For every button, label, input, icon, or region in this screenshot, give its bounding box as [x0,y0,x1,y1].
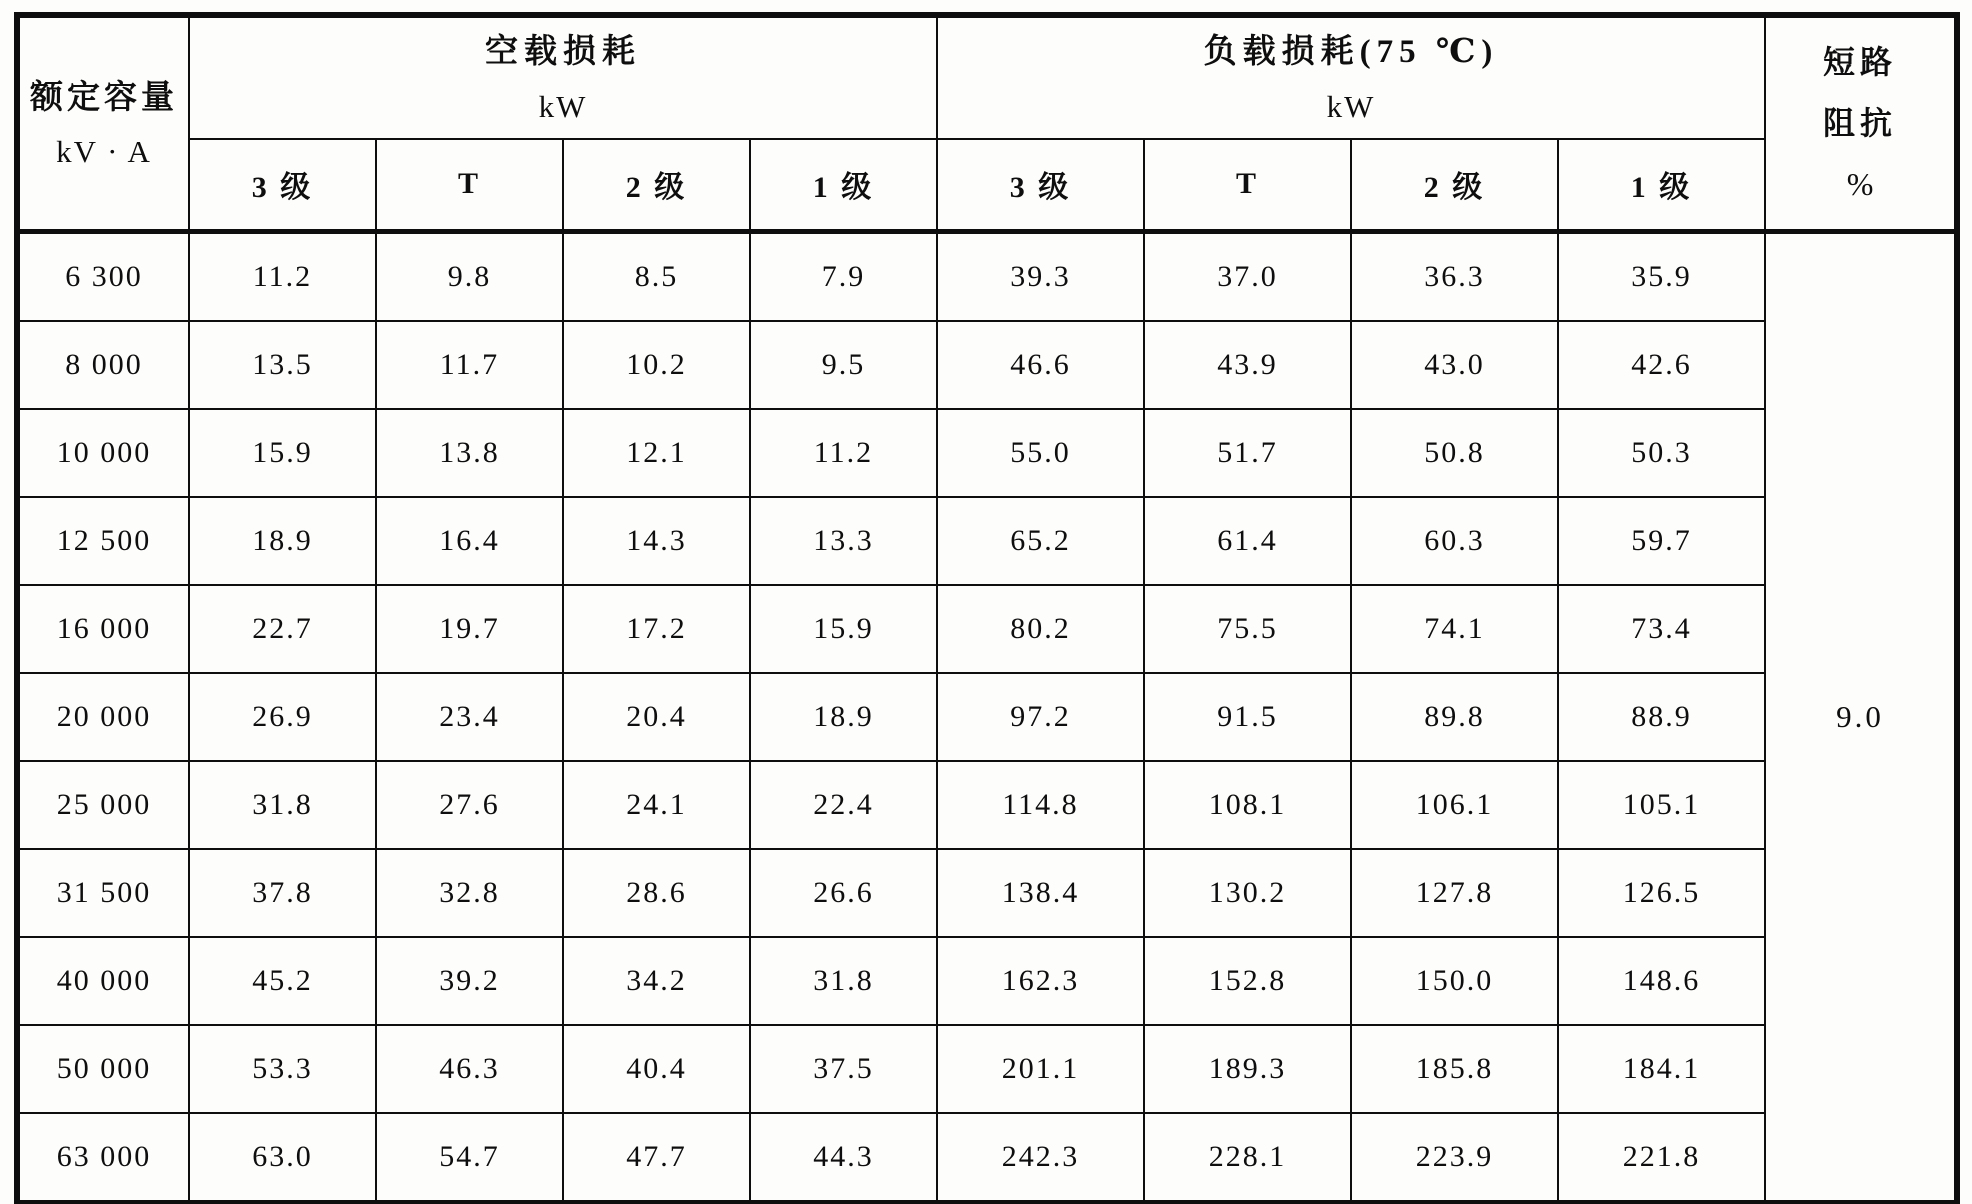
load-cell: 42.6 [1558,321,1765,409]
load-cell: 65.2 [937,497,1144,585]
no-load-cell: 9.8 [376,231,563,321]
capacity-cell: 25 000 [17,761,189,849]
table-row [17,585,1957,673]
no-load-cell: 22.7 [189,585,376,673]
load-cell: 43.9 [1144,321,1351,409]
load-cell: 37.0 [1144,231,1351,321]
no-load-cell: 17.2 [563,585,750,673]
table-row [17,937,1957,1025]
load-cell: 91.5 [1144,673,1351,761]
capacity-header-unit: kV · A [56,133,152,169]
no-load-cell: 31.8 [189,761,376,849]
load-cell: 184.1 [1558,1025,1765,1113]
load-cell: 105.1 [1558,761,1765,849]
load-cell: 46.6 [937,321,1144,409]
load-cell: 35.9 [1558,231,1765,321]
capacity-header-title: 额定容量 [30,79,178,116]
no-load-cell: 18.9 [750,673,937,761]
capacity-cell: 40 000 [17,937,189,1025]
load-loss-group-header [937,15,1765,139]
no-load-cell: 10.2 [563,321,750,409]
no-load-cell: 63.0 [189,1113,376,1203]
load-cell: 126.5 [1558,849,1765,937]
no-load-cell: 27.6 [376,761,563,849]
capacity-cell: 63 000 [17,1113,189,1203]
no-load-cell: 31.8 [750,937,937,1025]
no-load-cell: 45.2 [189,937,376,1025]
no-load-cell: 13.3 [750,497,937,585]
no-load-grade-header-1: 1 级 [750,139,937,231]
load-cell: 73.4 [1558,585,1765,673]
no-load-cell: 8.5 [563,231,750,321]
no-load-cell: 54.7 [376,1113,563,1203]
no-load-cell: 26.6 [750,849,937,937]
load-cell: 201.1 [937,1025,1144,1113]
no-load-cell: 37.5 [750,1025,937,1113]
capacity-cell: 16 000 [17,585,189,673]
load-cell: 221.8 [1558,1113,1765,1203]
transformer-loss-table [14,12,1960,1204]
table-row [17,761,1957,849]
no-load-cell: 40.4 [563,1025,750,1113]
load-header-title: 负载损耗(75 ℃) [1203,34,1499,71]
header-sub-row [17,139,1957,231]
load-cell: 152.8 [1144,937,1351,1025]
no-load-cell: 11.2 [189,231,376,321]
no-load-cell: 26.9 [189,673,376,761]
no-load-cell: 15.9 [750,585,937,673]
no-load-cell: 34.2 [563,937,750,1025]
load-cell: 59.7 [1558,497,1765,585]
load-grade-header-t: T [1144,139,1351,231]
table-row [17,231,1957,321]
load-cell: 97.2 [937,673,1144,761]
table-row [17,409,1957,497]
load-grade-header-1: 1 级 [1558,139,1765,231]
no-load-cell: 16.4 [376,497,563,585]
capacity-cell: 20 000 [17,673,189,761]
load-cell: 50.8 [1351,409,1558,497]
load-cell: 80.2 [937,585,1144,673]
load-cell: 74.1 [1351,585,1558,673]
load-cell: 51.7 [1144,409,1351,497]
load-cell: 130.2 [1144,849,1351,937]
table-body [17,231,1957,1203]
impedance-header-line1: 短路 [1823,44,1898,81]
no-load-cell: 20.4 [563,673,750,761]
load-cell: 75.5 [1144,585,1351,673]
load-cell: 189.3 [1144,1025,1351,1113]
load-cell: 185.8 [1351,1025,1558,1113]
impedance-header-unit: % [1846,165,1874,202]
no-load-cell: 9.5 [750,321,937,409]
load-cell: 162.3 [937,937,1144,1025]
load-cell: 106.1 [1351,761,1558,849]
no-load-header-unit: kW [538,88,588,124]
no-load-loss-group-header [189,15,937,139]
no-load-header-title: 空载损耗 [485,34,641,71]
load-cell: 36.3 [1351,231,1558,321]
load-cell: 108.1 [1144,761,1351,849]
capacity-cell: 12 500 [17,497,189,585]
no-load-cell: 15.9 [189,409,376,497]
load-grade-header-2: 2 级 [1351,139,1558,231]
load-cell: 50.3 [1558,409,1765,497]
load-cell: 150.0 [1351,937,1558,1025]
load-cell: 228.1 [1144,1113,1351,1203]
load-header-unit: kW [1326,88,1376,124]
impedance-column-header [1765,15,1957,231]
load-cell: 60.3 [1351,497,1558,585]
no-load-cell: 47.7 [563,1113,750,1203]
no-load-cell: 53.3 [189,1025,376,1113]
load-cell: 55.0 [937,409,1144,497]
table-row [17,1025,1957,1113]
table-row [17,673,1957,761]
load-cell: 61.4 [1144,497,1351,585]
no-load-cell: 24.1 [563,761,750,849]
no-load-cell: 12.1 [563,409,750,497]
capacity-column-header [17,15,189,231]
no-load-grade-header-3: 3 级 [189,139,376,231]
load-cell: 89.8 [1351,673,1558,761]
no-load-cell: 32.8 [376,849,563,937]
load-cell: 223.9 [1351,1113,1558,1203]
no-load-cell: 44.3 [750,1113,937,1203]
no-load-cell: 11.2 [750,409,937,497]
no-load-cell: 19.7 [376,585,563,673]
no-load-cell: 14.3 [563,497,750,585]
no-load-cell: 22.4 [750,761,937,849]
load-cell: 127.8 [1351,849,1558,937]
capacity-cell: 31 500 [17,849,189,937]
load-cell: 114.8 [937,761,1144,849]
table-row [17,321,1957,409]
table-row [17,1113,1957,1203]
header-group-row [17,15,1957,139]
no-load-cell: 7.9 [750,231,937,321]
load-grade-header-3: 3 级 [937,139,1144,231]
table-row [17,849,1957,937]
load-cell: 39.3 [937,231,1144,321]
capacity-cell: 6 300 [17,231,189,321]
no-load-cell: 13.5 [189,321,376,409]
no-load-cell: 46.3 [376,1025,563,1113]
no-load-grade-header-2: 2 级 [563,139,750,231]
no-load-cell: 39.2 [376,937,563,1025]
no-load-cell: 18.9 [189,497,376,585]
no-load-grade-header-t: T [376,139,563,231]
load-cell: 43.0 [1351,321,1558,409]
impedance-header-line2: 阻抗 [1823,104,1898,141]
load-cell: 148.6 [1558,937,1765,1025]
load-cell: 242.3 [937,1113,1144,1203]
load-cell: 138.4 [937,849,1144,937]
capacity-cell: 50 000 [17,1025,189,1113]
no-load-cell: 23.4 [376,673,563,761]
impedance-cell: 9.0 [1765,231,1957,1203]
capacity-cell: 8 000 [17,321,189,409]
no-load-cell: 11.7 [376,321,563,409]
table-row [17,497,1957,585]
load-cell: 88.9 [1558,673,1765,761]
no-load-cell: 28.6 [563,849,750,937]
no-load-cell: 13.8 [376,409,563,497]
no-load-cell: 37.8 [189,849,376,937]
capacity-cell: 10 000 [17,409,189,497]
